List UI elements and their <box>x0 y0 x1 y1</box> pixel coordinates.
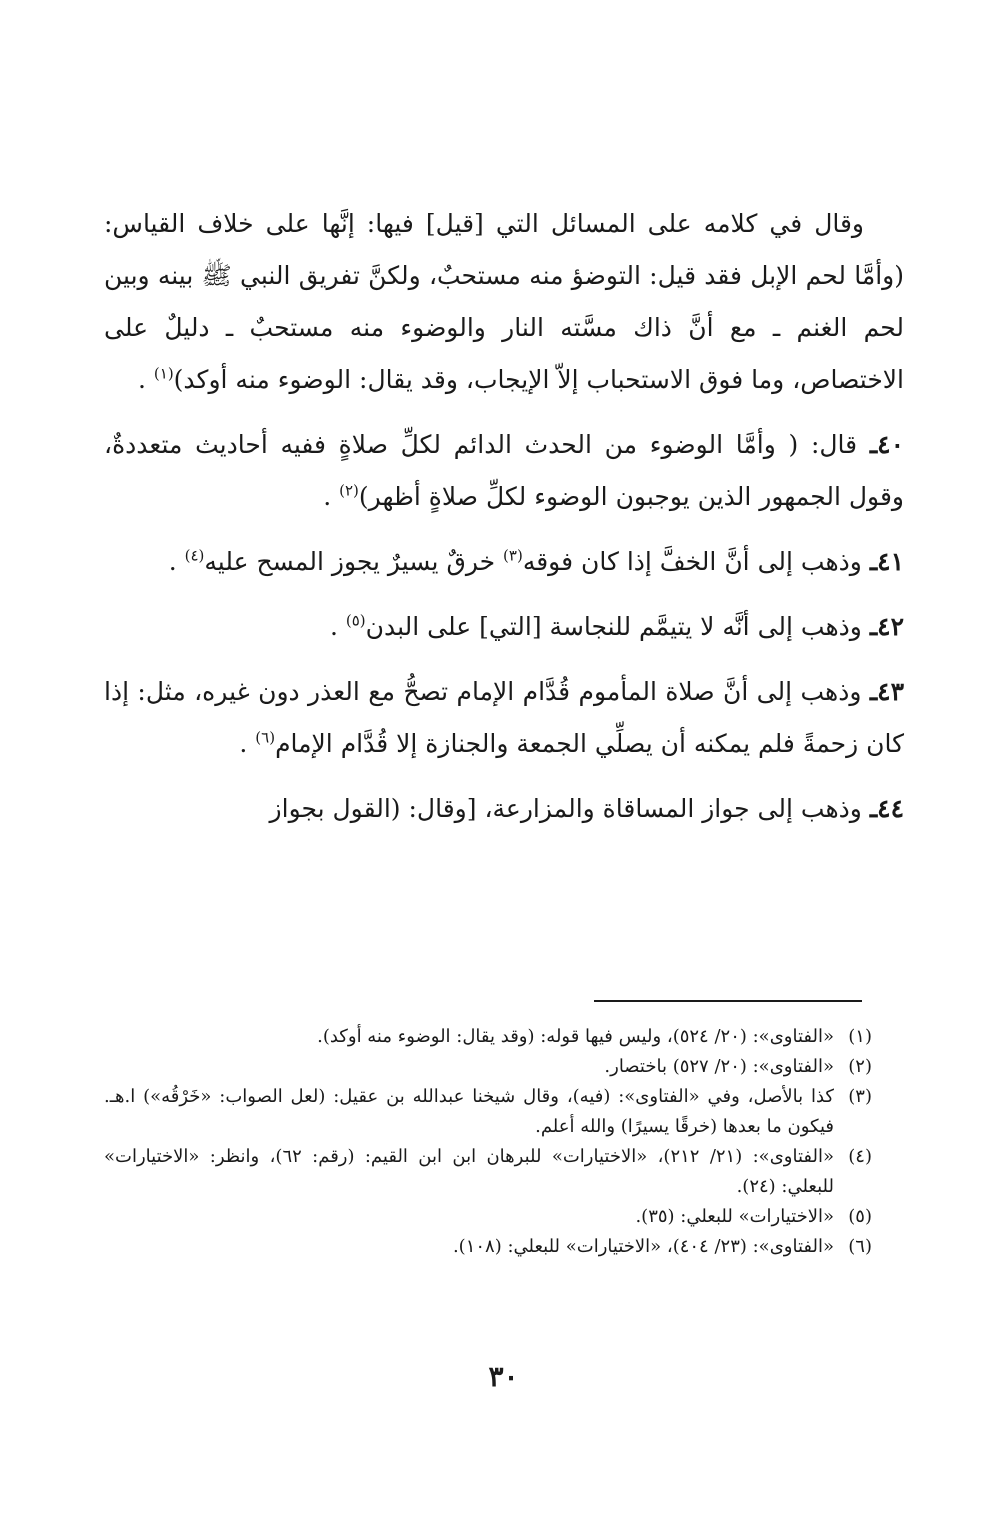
paragraph-number-42: ٤٢ـ <box>869 612 904 641</box>
footnote-2 <box>104 1052 872 1082</box>
paragraph-44-text: وذهب إلى جواز المساقاة والمزارعة، [وقال: (القول بجواز <box>269 794 862 823</box>
footnote-ref-6[interactable]: (٦) <box>255 728 276 747</box>
paragraph-40 <box>104 419 904 523</box>
footnote-number: (٦) <box>848 1236 872 1257</box>
footnote-ref-3[interactable]: (٣) <box>503 546 523 565</box>
footnote-text: كذا بالأصل، وفي «الفتاوى»: (فيه)، وقال شيخنا عبدالله بن عقيل: (لعل الصواب: «خَرْقُه») ا.هـ. فيكون ما بعدها (خرقًا يسيرًا) والله أعلم. <box>104 1086 834 1137</box>
paragraph-43 <box>104 666 904 770</box>
footnote-ref-4[interactable]: (٤) <box>184 546 205 565</box>
footnote-number: (٣) <box>848 1086 872 1107</box>
paragraph-42 <box>104 601 904 653</box>
paragraph-43-text: وذهب إلى أنَّ صلاة المأموم قُدَّام الإمام تصحُّ مع العذر دون غيره، مثل: إذا كان زحمةً فلم يمكنه أن يصلِّي الجمعة والجنازة إلا قُدَّام الإمام <box>104 677 904 758</box>
footnote-5 <box>104 1202 872 1232</box>
paragraph-40-end: . <box>323 482 332 511</box>
paragraph-42-text: وذهب إلى أنَّه لا يتيمَّم للنجاسة [التي] على البدن <box>365 612 862 641</box>
footnote-text: «الفتاوى»: (٢٠/ ٥٢٤)، وليس فيها قوله: (وقد يقال: الوضوء منه أوكد). <box>317 1026 834 1047</box>
intro-paragraph <box>104 198 904 406</box>
intro-text: وقال في كلامه على المسائل التي [قيل] فيها: إنَّها على خلاف القياس: (وأمَّا لحم الإبل فقد قيل: التوضؤ منه مستحبٌ، ولكنَّ تفريق النبي ﷺ بينه وبين لحم الغنم ـ مع أنَّ ذاك مسَّته النار والوضوء منه مستحبٌ ـ دليلٌ على الاختصاص، وما فوق الاستحباب إلاّ الإيجاب، وقد يقال: الوضوء منه أوكد) <box>104 209 904 394</box>
page-number: ٣٠ <box>488 1360 519 1393</box>
footnote-1 <box>104 1022 872 1052</box>
paragraph-40-text: قال: ( وأمَّا الوضوء من الحدث الدائم لكلِّ صلاةٍ ففيه أحاديث متعددةٌ، وقول الجمهور الذين يوجبون الوضوء لكلِّ صلاةٍ أظهر) <box>104 430 904 511</box>
footnote-text: «الفتاوى»: (٢١/ ٢١٢)، «الاختيارات» للبرهان ابن ابن القيم: (رقم: ٦٢)، وانظر: «الاختيارات» للبعلي: (٢٤). <box>104 1146 834 1197</box>
paragraph-number-43: ٤٣ـ <box>869 677 904 706</box>
footnote-3 <box>104 1082 872 1142</box>
paragraph-44 <box>104 783 904 835</box>
main-text <box>104 198 904 835</box>
footnote-ref-5[interactable]: (٥) <box>345 611 366 630</box>
footnote-number: (١) <box>848 1026 872 1047</box>
footnote-number: (٢) <box>848 1056 872 1077</box>
footnote-number: (٥) <box>848 1206 872 1227</box>
paragraph-42-end: . <box>329 612 338 641</box>
footnote-ref-1[interactable]: (١) <box>153 364 174 383</box>
paragraph-number-41: ٤١ـ <box>869 547 904 576</box>
paragraph-41-end: . <box>168 547 177 576</box>
footnote-4 <box>104 1142 872 1202</box>
footnote-text: «الفتاوى»: (٢٣/ ٤٠٤)، «الاختيارات» للبعلي: (١٠٨). <box>452 1236 834 1257</box>
paragraph-number-44: ٤٤ـ <box>869 794 904 823</box>
footnote-text: «الفتاوى»: (٢٠/ ٥٢٧) باختصار. <box>604 1056 834 1077</box>
footnotes <box>104 1022 872 1262</box>
paragraph-43-end: . <box>239 729 248 758</box>
footnote-separator <box>594 1000 862 1002</box>
footnote-6 <box>104 1232 872 1262</box>
paragraph-41-text-b: خرقٌ يسيرٌ يجوز المسح عليه <box>204 547 496 576</box>
paragraph-number-40: ٤٠ـ <box>869 430 905 459</box>
intro-end: . <box>137 365 146 394</box>
footnote-text: «الاختيارات» للبعلي: (٣٥). <box>635 1206 834 1227</box>
footnote-ref-2[interactable]: (٢) <box>339 481 359 500</box>
paragraph-41 <box>104 536 904 588</box>
paragraph-41-text-a: وذهب إلى أنَّ الخفَّ إذا كان فوقه <box>522 547 862 576</box>
footnote-number: (٤) <box>848 1146 872 1167</box>
